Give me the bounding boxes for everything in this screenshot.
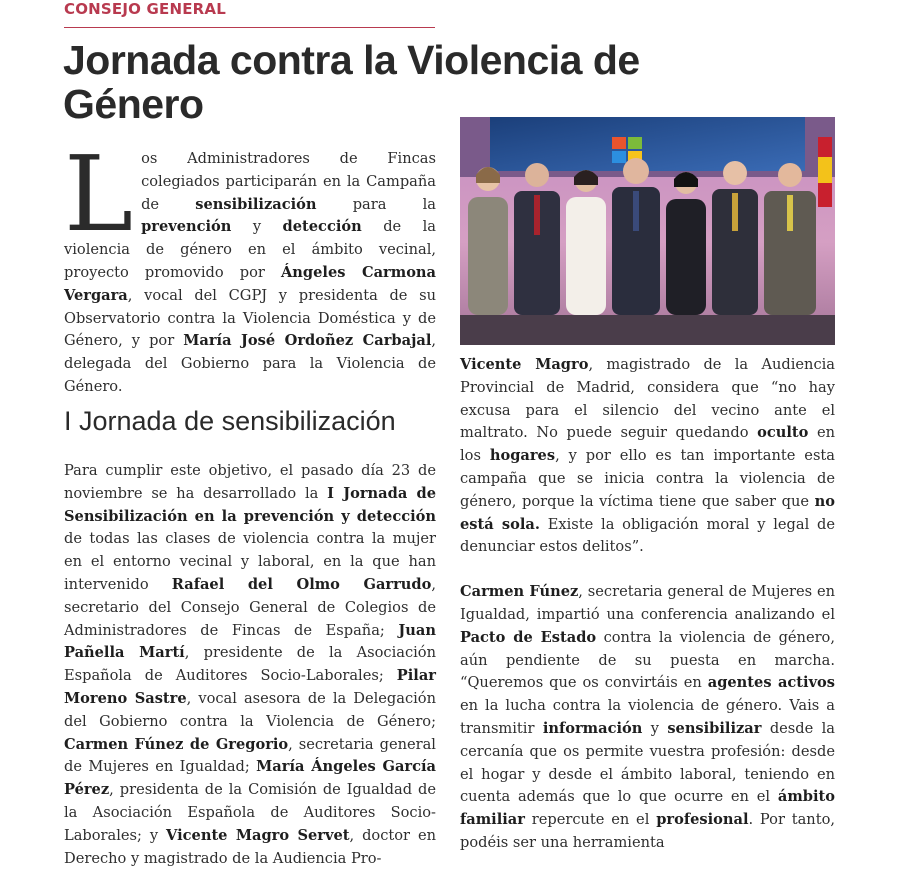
- section-label: CONSEJO GENERAL: [64, 0, 226, 18]
- bold-text-segment: hogares: [489, 447, 556, 465]
- bold-text-segment: Carmen Fúnez: [460, 583, 579, 601]
- text-segment: y: [231, 218, 283, 236]
- event-group-photo: [460, 117, 835, 345]
- bold-text-segment: Rafael del Olmo Garrudo: [171, 575, 432, 593]
- bold-text-segment: información: [542, 719, 643, 737]
- left-column-body: [64, 460, 436, 870]
- left-body-paragraph: [64, 460, 436, 870]
- text-segment: contra la violencia de género, aún pendiente de su puesta en marcha. “Queremos que os convirtáis en: [460, 628, 835, 692]
- bold-text-segment: detección: [282, 218, 362, 236]
- bold-text-segment: agentes activos: [707, 674, 836, 692]
- bold-text-segment: Vicente Magro: [460, 356, 589, 373]
- text-segment: repercute en el: [524, 811, 657, 829]
- right-column-body: [460, 354, 835, 855]
- text-segment: , vocal del CGPJ y presidenta de su Observatorio contra la Violencia Doméstica y de Género, y por: [64, 286, 436, 350]
- text-segment: , secretario del Consejo General de Colegios de Administradores de Fincas de España;: [64, 575, 436, 639]
- text-segment: desde la cercanía que os permite vuestra profesión: desde el hogar y desde el ámbito laboral, teniendo en cuenta además que lo que ocurre en el: [460, 719, 835, 806]
- right-paragraph-2: [460, 581, 835, 855]
- bold-text-segment: Ángeles Carmona Vergara: [64, 263, 436, 304]
- bold-text-segment: sensibilización: [195, 195, 317, 213]
- bold-text-segment: María Ángeles García Pérez: [64, 758, 436, 799]
- text-segment: , presidenta de la Comisión de Igualdad de la Asociación Española de Auditores Socio-Laborales; y: [64, 781, 436, 844]
- text-segment: , delegada del Gobierno para la Violencia de Género.: [64, 332, 437, 395]
- text-segment: , magistrado de la Audiencia Provincial de Madrid, considera que “no hay excusa para el silencio del vecino ante el maltrato. No puede seguir quedando: [460, 356, 835, 442]
- text-segment: en los: [460, 424, 835, 465]
- text-segment: Para cumplir este objetivo, el pasado día 23 de noviembre se ha desarrollado la: [64, 462, 436, 502]
- bold-text-segment: ámbito familiar: [460, 788, 835, 829]
- bold-text-segment: profesional: [656, 811, 749, 829]
- bold-text-segment: Pacto de Estado: [460, 628, 597, 646]
- text-segment: en la lucha contra la violencia de género. Vais a transmitir: [460, 697, 835, 737]
- intro-paragraph: [64, 133, 437, 399]
- bold-text-segment: Juan Pañella Martí: [64, 621, 436, 662]
- bold-text-segment: Carmen Fúnez de Gregorio: [64, 735, 289, 753]
- text-segment: de todas las clases de violencia contra la mujer en el entorno vecinal y laboral, en la que han intervenido: [64, 530, 436, 593]
- right-paragraph-1: [460, 354, 835, 559]
- text-segment: Existe la obligación moral y legal de denunciar estos delitos”.: [460, 515, 836, 556]
- text-segment: . Por tanto, podéis ser una herramienta: [460, 811, 835, 851]
- bold-text-segment: oculto: [757, 424, 809, 442]
- text-segment: os Administradores de Fincas colegiados participarán en la Campaña de: [141, 150, 436, 213]
- bold-text-segment: no está sola.: [460, 492, 835, 533]
- text-segment: de la violencia de género en el ámbito vecinal, proyecto promovido por: [64, 218, 436, 281]
- text-segment: , presidente de la Asociación Española de Auditores Socio-Laborales;: [64, 644, 436, 685]
- bold-text-segment: I Jornada de Sensibilización en la prevención y detección: [64, 484, 436, 525]
- group-photo-icon: [460, 117, 835, 345]
- bold-text-segment: María José Ordoñez Carbajal: [183, 332, 432, 350]
- section-subheading: I Jornada de sensibilización: [64, 406, 396, 436]
- text-segment: para la: [316, 195, 436, 213]
- text-segment: , secretaria general de Mujeres en Igualdad;: [64, 735, 436, 776]
- section-rule: [64, 27, 435, 28]
- bold-text-segment: Pilar Moreno Sastre: [64, 667, 436, 707]
- article-title: Jornada contra la Violencia de Género: [63, 37, 640, 127]
- bold-text-segment: Vicente Magro Servet: [166, 826, 350, 844]
- text-segment: , y por ello es tan importante esta campaña que se inicia contra la violencia de género, porque la víctima tiene que saber que: [460, 447, 835, 510]
- drop-cap: L: [64, 133, 134, 255]
- text-segment: , doctor en Derecho y magistrado de la Audiencia Pro-: [64, 826, 436, 867]
- bold-text-segment: sensibilizar: [667, 719, 762, 737]
- text-segment: , secretaria general de Mujeres en Igualdad, impartió una conferencia analizando el: [460, 583, 835, 623]
- text-segment: , vocal asesora de la Delegación del Gobierno contra la Violencia de Género;: [64, 689, 436, 730]
- bold-text-segment: prevención: [141, 218, 232, 236]
- text-segment: y: [642, 719, 668, 737]
